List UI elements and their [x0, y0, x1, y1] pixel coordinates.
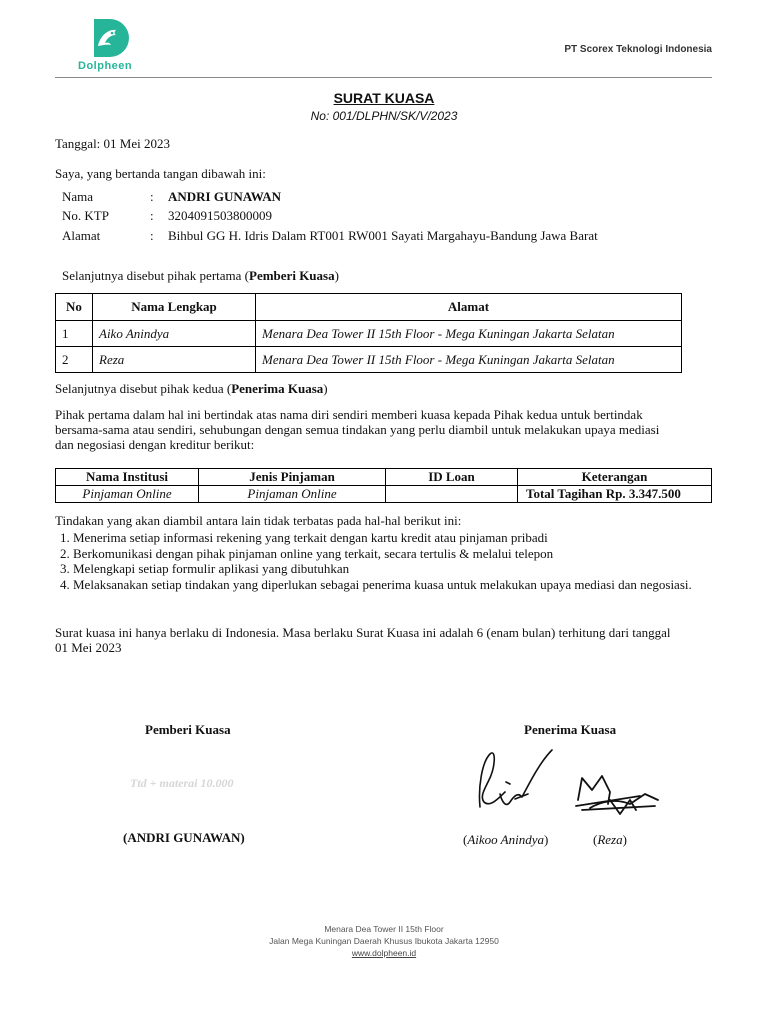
table-row — [56, 347, 682, 373]
colon: : — [150, 208, 154, 223]
mandate-paragraph-line-1: Pihak pertama dalam hal ini bertindak atas nama diri sendiri memberi kuasa kepada Pihak kedua untuk bertindak — [55, 407, 643, 422]
mandate-paragraph-line-2: bersama-sama atau sendiri, sehubungan dengan semua tindakan yang perlu diambil untuk melakukan upaya mediasi — [55, 422, 660, 437]
table-cell: Aiko Anindya — [93, 321, 256, 347]
grantor-signature-heading: Pemberi Kuasa — [145, 722, 231, 737]
table-cell: Menara Dea Tower II 15th Floor - Mega Kuningan Jakarta Selatan — [256, 347, 682, 373]
actions-list — [55, 530, 733, 592]
column-header: No — [56, 294, 93, 321]
table-cell — [386, 486, 518, 503]
column-header: Alamat — [256, 294, 682, 321]
validity-line-1: Surat kuasa ini hanya berlaku di Indonesia. Masa berlaku Surat Kuasa ini adalah 6 (enam bulan) terhitung dari tanggal — [55, 625, 671, 640]
table-row — [56, 321, 682, 347]
grantees-table — [55, 293, 682, 373]
list-item: 3. Melengkapi setiap formulir aplikasi yang dibutuhkan — [73, 561, 733, 577]
ktp-label: No. KTP — [62, 208, 109, 223]
grantor-ktp: 3204091503800009 — [168, 208, 272, 223]
document-date: Tanggal: 01 Mei 2023 — [55, 136, 170, 151]
column-header: Nama Institusi — [56, 469, 199, 486]
document-number: No: 001/DLPHN/SK/V/2023 — [310, 109, 458, 123]
grantor-address: Bihbul GG H. Idris Dalam RT001 RW001 Sayati Margahayu-Bandung Jawa Barat — [168, 228, 598, 243]
header-divider — [55, 77, 712, 78]
signature-reza-icon — [570, 770, 662, 830]
table-header-row — [56, 469, 712, 486]
loan-table — [55, 468, 712, 503]
name-label: Nama — [62, 189, 94, 204]
grantee-signature-heading: Penerima Kuasa — [524, 722, 617, 737]
table-cell: Pinjaman Online — [56, 486, 199, 503]
actions-intro: Tindakan yang akan diambil antara lain tidak terbatas pada hal-hal berikut ini: — [55, 513, 462, 528]
intro-text: Saya, yang bertanda tangan dibawah ini: — [55, 166, 266, 181]
table-cell: Reza — [93, 347, 256, 373]
footer-address-line-1: Menara Dea Tower II 15th Floor — [324, 924, 444, 934]
list-item: 1. Menerima setiap informasi rekening yang terkait dengan kartu kredit atau pinjaman pribadi — [73, 530, 733, 546]
grantor-name-signature: (ANDRI GUNAWAN) — [123, 830, 245, 845]
grantor-name: ANDRI GUNAWAN — [168, 189, 282, 204]
address-label: Alamat — [62, 228, 101, 243]
list-item: 2. Berkomunikasi dengan pihak pinjaman online yang terkait, secara tertulis & melalui telepon — [73, 546, 733, 562]
signature-aiko-icon — [470, 742, 565, 827]
first-party-line: Selanjutnya disebut pihak pertama (Pemberi Kuasa) — [62, 268, 339, 283]
footer-website — [0, 947, 768, 959]
validity-line-2: 01 Mei 2023 — [55, 640, 122, 655]
table-cell: Total Tagihan Rp. 3.347.500 — [518, 486, 712, 503]
column-header: Keterangan — [518, 469, 712, 486]
second-party-line: Selanjutnya disebut pihak kedua (Penerima Kuasa) — [55, 381, 328, 396]
column-header: Nama Lengkap — [93, 294, 256, 321]
company-name: PT Scorex Teknologi Indonesia — [564, 44, 712, 55]
column-header: Jenis Pinjaman — [199, 469, 386, 486]
footer-address-line-2: Jalan Mega Kuningan Daerah Khusus Ibukota Jakarta 12950 — [269, 936, 499, 946]
list-item: 4. Melaksanakan setiap tindakan yang diperlukan sebagai penerima kuasa untuk melakukan upaya mediasi dan negosiasi. — [73, 577, 733, 593]
table-cell: 1 — [56, 321, 93, 347]
table-cell: Pinjaman Online — [199, 486, 386, 503]
colon: : — [150, 228, 154, 243]
website-link[interactable]: www.dolpheen.id — [351, 948, 417, 958]
colon: : — [150, 189, 154, 204]
document-title: SURAT KUASA — [333, 90, 435, 106]
table-header-row — [56, 294, 682, 321]
table-cell: Menara Dea Tower II 15th Floor - Mega Kuningan Jakarta Selatan — [256, 321, 682, 347]
mandate-paragraph-line-3: dan negosiasi dengan kreditur berikut: — [55, 437, 255, 452]
table-row — [56, 486, 712, 503]
grantee-2-name: (Reza) — [593, 832, 627, 847]
stamp-placeholder: Ttd + materai 10.000 — [130, 776, 234, 790]
column-header: ID Loan — [386, 469, 518, 486]
grantee-1-name: (Aikoo Anindya) — [463, 832, 549, 847]
logo-text: Dolpheen — [78, 60, 133, 72]
table-cell: 2 — [56, 347, 93, 373]
